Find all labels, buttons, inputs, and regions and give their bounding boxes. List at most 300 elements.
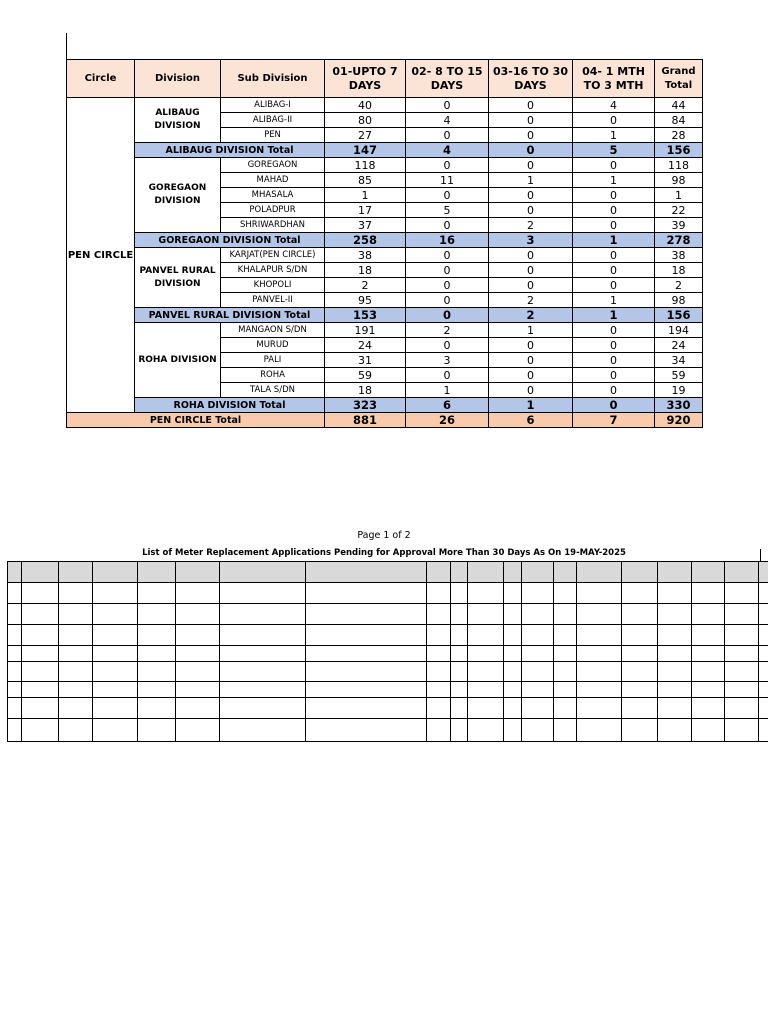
col-header-circle: Circle: [67, 60, 135, 98]
pending-cell: [692, 625, 725, 646]
summary-body: [67, 98, 703, 428]
value-cell-8-to-15-days: 0: [406, 338, 489, 353]
division-total-1-to-3-months: 5: [573, 143, 655, 158]
value-cell-grand-total: 22: [655, 203, 703, 218]
value-cell-grand-total: 44: [655, 98, 703, 113]
pending-applications-table: [7, 561, 768, 742]
pending-cell: [451, 646, 468, 662]
division-total-label: ROHA DIVISION Total: [135, 398, 325, 413]
pending-header-cell: [427, 562, 451, 583]
value-cell-grand-total: 24: [655, 338, 703, 353]
value-cell-grand-total: 194: [655, 323, 703, 338]
pending-cell: [22, 625, 59, 646]
pending-cell: [554, 662, 577, 682]
pending-cell: [220, 625, 306, 646]
pending-cell: [725, 625, 759, 646]
pending-cell: [306, 604, 427, 625]
table-row: [67, 158, 703, 173]
value-cell-8-to-15-days: 0: [406, 278, 489, 293]
pending-cell: [725, 719, 759, 742]
value-cell-16-to-30-days: 2: [489, 293, 573, 308]
pending-cell: [306, 583, 427, 604]
pending-cell: [220, 604, 306, 625]
pending-cell: [176, 698, 220, 719]
top-border-line: [66, 33, 67, 59]
division-total-upto-7-days: 258: [325, 233, 406, 248]
division-total-upto-7-days: 153: [325, 308, 406, 323]
division-total-8-to-15-days: 6: [406, 398, 489, 413]
value-cell-grand-total: 98: [655, 173, 703, 188]
pending-cell: [306, 682, 427, 698]
value-cell-16-to-30-days: 0: [489, 278, 573, 293]
table-row: [67, 248, 703, 263]
pending-cell: [504, 625, 522, 646]
pending-cell: [725, 662, 759, 682]
col-header-sub-division: Sub Division: [221, 60, 325, 98]
value-cell-16-to-30-days: 0: [489, 368, 573, 383]
division-total-1-to-3-months: 1: [573, 233, 655, 248]
table-row: [8, 583, 768, 604]
value-cell-upto-7-days: 31: [325, 353, 406, 368]
pending-cell: [8, 583, 22, 604]
pending-cell: [59, 719, 93, 742]
value-cell-1-to-3-months: 4: [573, 98, 655, 113]
value-cell-upto-7-days: 40: [325, 98, 406, 113]
pending-cell: [93, 604, 138, 625]
value-cell-16-to-30-days: 0: [489, 353, 573, 368]
pending-cell: [138, 698, 176, 719]
pending-cell: [504, 646, 522, 662]
value-cell-upto-7-days: 2: [325, 278, 406, 293]
pending-cell: [554, 604, 577, 625]
value-cell-grand-total: 19: [655, 383, 703, 398]
pending-cell: [692, 646, 725, 662]
pending-cell: [504, 662, 522, 682]
pending-cell: [22, 583, 59, 604]
pending-cell: [93, 698, 138, 719]
pending-cell: [622, 662, 658, 682]
pending-cell: [468, 604, 504, 625]
value-cell-8-to-15-days: 11: [406, 173, 489, 188]
division-total-grand-total: 156: [655, 308, 703, 323]
value-cell-upto-7-days: 17: [325, 203, 406, 218]
pending-cell: [522, 662, 554, 682]
sub-division-cell: KHOPOLI: [221, 278, 325, 293]
table-row: [8, 719, 768, 742]
pending-cell: [725, 682, 759, 698]
division-total-1-to-3-months: 0: [573, 398, 655, 413]
circle-total-row: [67, 413, 703, 428]
pending-header-row: [8, 562, 768, 583]
sub-division-cell: KARJAT(PEN CIRCLE): [221, 248, 325, 263]
value-cell-16-to-30-days: 0: [489, 128, 573, 143]
value-cell-upto-7-days: 1: [325, 188, 406, 203]
value-cell-upto-7-days: 118: [325, 158, 406, 173]
pending-cell: [427, 698, 451, 719]
pending-cell: [692, 604, 725, 625]
pending-cell: [468, 646, 504, 662]
pending-cell: [93, 583, 138, 604]
pending-cell: [8, 698, 22, 719]
pending-cell: [658, 682, 692, 698]
pending-cell: [176, 646, 220, 662]
pending-cell: [427, 662, 451, 682]
value-cell-16-to-30-days: 0: [489, 113, 573, 128]
pending-body: [8, 562, 768, 742]
value-cell-upto-7-days: 95: [325, 293, 406, 308]
pending-cell: [22, 646, 59, 662]
pending-cell: [427, 625, 451, 646]
pending-cell: [176, 625, 220, 646]
value-cell-grand-total: 118: [655, 158, 703, 173]
pending-header-cell: [658, 562, 692, 583]
pending-header-cell: [577, 562, 622, 583]
sub-division-cell: ALIBAG-I: [221, 98, 325, 113]
value-cell-1-to-3-months: 1: [573, 128, 655, 143]
division-total-16-to-30-days: 2: [489, 308, 573, 323]
pending-cell: [577, 682, 622, 698]
pending-cell: [554, 682, 577, 698]
division-total-label: ALIBAUG DIVISION Total: [135, 143, 325, 158]
pending-cell: [93, 625, 138, 646]
value-cell-16-to-30-days: 0: [489, 383, 573, 398]
pending-cell: [8, 646, 22, 662]
division-total-grand-total: 330: [655, 398, 703, 413]
pending-cell: [220, 719, 306, 742]
value-cell-1-to-3-months: 0: [573, 113, 655, 128]
division-total-8-to-15-days: 0: [406, 308, 489, 323]
table-row: [8, 662, 768, 682]
value-cell-16-to-30-days: 0: [489, 248, 573, 263]
division-total-8-to-15-days: 4: [406, 143, 489, 158]
pending-cell: [306, 698, 427, 719]
value-cell-upto-7-days: 191: [325, 323, 406, 338]
pending-cell: [759, 682, 768, 698]
pending-cell: [138, 625, 176, 646]
col-header-16-to-30-days: 03-16 TO 30 DAYS: [489, 60, 573, 98]
pending-header-cell: [725, 562, 759, 583]
division-total-16-to-30-days: 1: [489, 398, 573, 413]
pending-cell: [451, 719, 468, 742]
sub-division-cell: MHASALA: [221, 188, 325, 203]
value-cell-grand-total: 39: [655, 218, 703, 233]
pending-summary-table: [66, 59, 703, 428]
pending-cell: [658, 662, 692, 682]
pending-cell: [427, 646, 451, 662]
pending-cell: [577, 604, 622, 625]
sub-division-cell: MURUD: [221, 338, 325, 353]
circle-total-8-to-15-days: 26: [406, 413, 489, 428]
pending-cell: [306, 625, 427, 646]
pending-header-cell: [522, 562, 554, 583]
pending-cell: [220, 698, 306, 719]
value-cell-16-to-30-days: 2: [489, 218, 573, 233]
pending-cell: [451, 662, 468, 682]
value-cell-8-to-15-days: 0: [406, 98, 489, 113]
sub-division-cell: POLADPUR: [221, 203, 325, 218]
pending-cell: [138, 646, 176, 662]
pending-cell: [427, 719, 451, 742]
col-header-grand-total: Grand Total: [655, 60, 703, 98]
pending-cell: [8, 604, 22, 625]
pending-cell: [93, 719, 138, 742]
pending-cell: [759, 698, 768, 719]
pending-cell: [658, 583, 692, 604]
page-number: Page 1 of 2: [357, 530, 411, 541]
value-cell-1-to-3-months: 0: [573, 338, 655, 353]
pending-cell: [658, 604, 692, 625]
pending-cell: [93, 646, 138, 662]
pending-cell: [577, 583, 622, 604]
pending-header-cell: [468, 562, 504, 583]
pending-cell: [138, 583, 176, 604]
value-cell-8-to-15-days: 5: [406, 203, 489, 218]
circle-name-cell: PEN CIRCLE: [67, 98, 135, 413]
pending-cell: [468, 719, 504, 742]
pending-cell: [554, 646, 577, 662]
value-cell-grand-total: 2: [655, 278, 703, 293]
value-cell-grand-total: 84: [655, 113, 703, 128]
pending-cell: [692, 583, 725, 604]
sub-division-cell: PEN: [221, 128, 325, 143]
pending-cell: [468, 698, 504, 719]
pending-cell: [306, 646, 427, 662]
pending-header-cell: [8, 562, 22, 583]
pending-cell: [692, 682, 725, 698]
division-total-row: [67, 233, 703, 248]
division-name-cell: PANVEL RURAL DIVISION: [135, 248, 221, 308]
pending-cell: [622, 719, 658, 742]
pending-cell: [759, 646, 768, 662]
division-total-label: GOREGAON DIVISION Total: [135, 233, 325, 248]
pending-header-cell: [176, 562, 220, 583]
circle-total-16-to-30-days: 6: [489, 413, 573, 428]
pending-cell: [93, 662, 138, 682]
pending-cell: [451, 682, 468, 698]
value-cell-16-to-30-days: 0: [489, 98, 573, 113]
value-cell-1-to-3-months: 0: [573, 203, 655, 218]
value-cell-grand-total: 1: [655, 188, 703, 203]
value-cell-grand-total: 18: [655, 263, 703, 278]
value-cell-upto-7-days: 18: [325, 383, 406, 398]
value-cell-upto-7-days: 24: [325, 338, 406, 353]
pending-cell: [725, 646, 759, 662]
col-header-upto-7-days: 01-UPTO 7 DAYS: [325, 60, 406, 98]
pending-cell: [59, 604, 93, 625]
division-total-16-to-30-days: 0: [489, 143, 573, 158]
value-cell-16-to-30-days: 0: [489, 188, 573, 203]
pending-cell: [577, 625, 622, 646]
value-cell-8-to-15-days: 0: [406, 188, 489, 203]
pending-cell: [522, 682, 554, 698]
value-cell-8-to-15-days: 0: [406, 158, 489, 173]
pending-cell: [59, 682, 93, 698]
sub-division-cell: GOREGAON: [221, 158, 325, 173]
pending-cell: [759, 583, 768, 604]
pending-header-cell: [622, 562, 658, 583]
list-title: List of Meter Replacement Applications Pending for Approval More Than 30 Days As On 19-MAY-2025: [142, 548, 626, 558]
value-cell-8-to-15-days: 4: [406, 113, 489, 128]
pending-cell: [468, 583, 504, 604]
pending-cell: [692, 662, 725, 682]
pending-cell: [468, 625, 504, 646]
value-cell-upto-7-days: 85: [325, 173, 406, 188]
pending-cell: [59, 625, 93, 646]
pending-cell: [8, 682, 22, 698]
pending-cell: [504, 604, 522, 625]
pending-cell: [176, 662, 220, 682]
value-cell-upto-7-days: 37: [325, 218, 406, 233]
pending-cell: [725, 583, 759, 604]
table-row: [8, 625, 768, 646]
pending-cell: [59, 662, 93, 682]
pending-cell: [658, 646, 692, 662]
pending-header-cell: [692, 562, 725, 583]
pending-cell: [176, 719, 220, 742]
pending-cell: [658, 625, 692, 646]
division-total-1-to-3-months: 1: [573, 308, 655, 323]
pending-cell: [554, 698, 577, 719]
pending-cell: [451, 625, 468, 646]
value-cell-grand-total: 34: [655, 353, 703, 368]
value-cell-8-to-15-days: 0: [406, 293, 489, 308]
value-cell-1-to-3-months: 0: [573, 158, 655, 173]
pending-cell: [759, 719, 768, 742]
pending-cell: [220, 682, 306, 698]
pending-cell: [622, 646, 658, 662]
value-cell-8-to-15-days: 2: [406, 323, 489, 338]
pending-cell: [22, 604, 59, 625]
value-cell-upto-7-days: 27: [325, 128, 406, 143]
division-total-row: [67, 308, 703, 323]
pending-cell: [176, 583, 220, 604]
pending-cell: [522, 698, 554, 719]
value-cell-grand-total: 98: [655, 293, 703, 308]
pending-cell: [22, 698, 59, 719]
pending-header-cell: [554, 562, 577, 583]
division-total-label: PANVEL RURAL DIVISION Total: [135, 308, 325, 323]
pending-cell: [504, 583, 522, 604]
pending-cell: [522, 625, 554, 646]
value-cell-16-to-30-days: 0: [489, 263, 573, 278]
division-total-row: [67, 398, 703, 413]
table-row: [8, 698, 768, 719]
pending-cell: [577, 646, 622, 662]
table-row: [8, 682, 768, 698]
pending-header-cell: [59, 562, 93, 583]
pending-cell: [554, 719, 577, 742]
pending-cell: [451, 698, 468, 719]
pending-cell: [692, 698, 725, 719]
sub-division-cell: PALI: [221, 353, 325, 368]
pending-cell: [622, 604, 658, 625]
value-cell-1-to-3-months: 0: [573, 353, 655, 368]
pending-cell: [522, 604, 554, 625]
division-total-upto-7-days: 323: [325, 398, 406, 413]
pending-cell: [622, 625, 658, 646]
circle-total-upto-7-days: 881: [325, 413, 406, 428]
division-total-grand-total: 278: [655, 233, 703, 248]
summary-header-row: [67, 60, 703, 98]
value-cell-8-to-15-days: 0: [406, 248, 489, 263]
table-row: [8, 646, 768, 662]
pending-cell: [176, 682, 220, 698]
value-cell-1-to-3-months: 0: [573, 323, 655, 338]
pending-cell: [138, 662, 176, 682]
pending-cell: [176, 604, 220, 625]
pending-cell: [522, 646, 554, 662]
value-cell-8-to-15-days: 0: [406, 218, 489, 233]
pending-cell: [554, 625, 577, 646]
pending-header-cell: [451, 562, 468, 583]
title-border-line: [760, 549, 761, 561]
pending-cell: [622, 682, 658, 698]
sub-division-cell: ROHA: [221, 368, 325, 383]
pending-cell: [427, 583, 451, 604]
division-name-cell: ROHA DIVISION: [135, 323, 221, 398]
value-cell-grand-total: 59: [655, 368, 703, 383]
sub-division-cell: ALIBAG-II: [221, 113, 325, 128]
col-header-division: Division: [135, 60, 221, 98]
pending-cell: [451, 604, 468, 625]
value-cell-grand-total: 28: [655, 128, 703, 143]
value-cell-16-to-30-days: 0: [489, 338, 573, 353]
value-cell-8-to-15-days: 0: [406, 128, 489, 143]
pending-cell: [8, 625, 22, 646]
circle-total-label: PEN CIRCLE Total: [67, 413, 325, 428]
division-total-upto-7-days: 147: [325, 143, 406, 158]
pending-cell: [59, 583, 93, 604]
pending-cell: [451, 583, 468, 604]
pending-header-cell: [220, 562, 306, 583]
pending-cell: [504, 682, 522, 698]
pending-cell: [138, 719, 176, 742]
pending-cell: [220, 662, 306, 682]
pending-cell: [554, 583, 577, 604]
pending-cell: [658, 698, 692, 719]
pending-cell: [522, 583, 554, 604]
pending-cell: [725, 604, 759, 625]
value-cell-16-to-30-days: 0: [489, 158, 573, 173]
pending-header-cell: [93, 562, 138, 583]
sub-division-cell: TALA S/DN: [221, 383, 325, 398]
pending-cell: [220, 583, 306, 604]
pending-header-cell: [306, 562, 427, 583]
division-total-16-to-30-days: 3: [489, 233, 573, 248]
division-name-cell: GOREGAON DIVISION: [135, 158, 221, 233]
value-cell-16-to-30-days: 1: [489, 323, 573, 338]
pending-cell: [468, 682, 504, 698]
value-cell-upto-7-days: 80: [325, 113, 406, 128]
value-cell-1-to-3-months: 0: [573, 383, 655, 398]
pending-cell: [759, 625, 768, 646]
sub-division-cell: KHALAPUR S/DN: [221, 263, 325, 278]
value-cell-1-to-3-months: 1: [573, 173, 655, 188]
col-header-8-to-15-days: 02- 8 TO 15 DAYS: [406, 60, 489, 98]
value-cell-8-to-15-days: 0: [406, 263, 489, 278]
value-cell-upto-7-days: 18: [325, 263, 406, 278]
value-cell-1-to-3-months: 0: [573, 188, 655, 203]
pending-cell: [577, 719, 622, 742]
value-cell-8-to-15-days: 1: [406, 383, 489, 398]
pending-cell: [759, 604, 768, 625]
division-name-cell: ALIBAUG DIVISION: [135, 98, 221, 143]
circle-total-1-to-3-months: 7: [573, 413, 655, 428]
pending-cell: [759, 662, 768, 682]
pending-cell: [577, 698, 622, 719]
sub-division-cell: MAHAD: [221, 173, 325, 188]
value-cell-1-to-3-months: 1: [573, 293, 655, 308]
